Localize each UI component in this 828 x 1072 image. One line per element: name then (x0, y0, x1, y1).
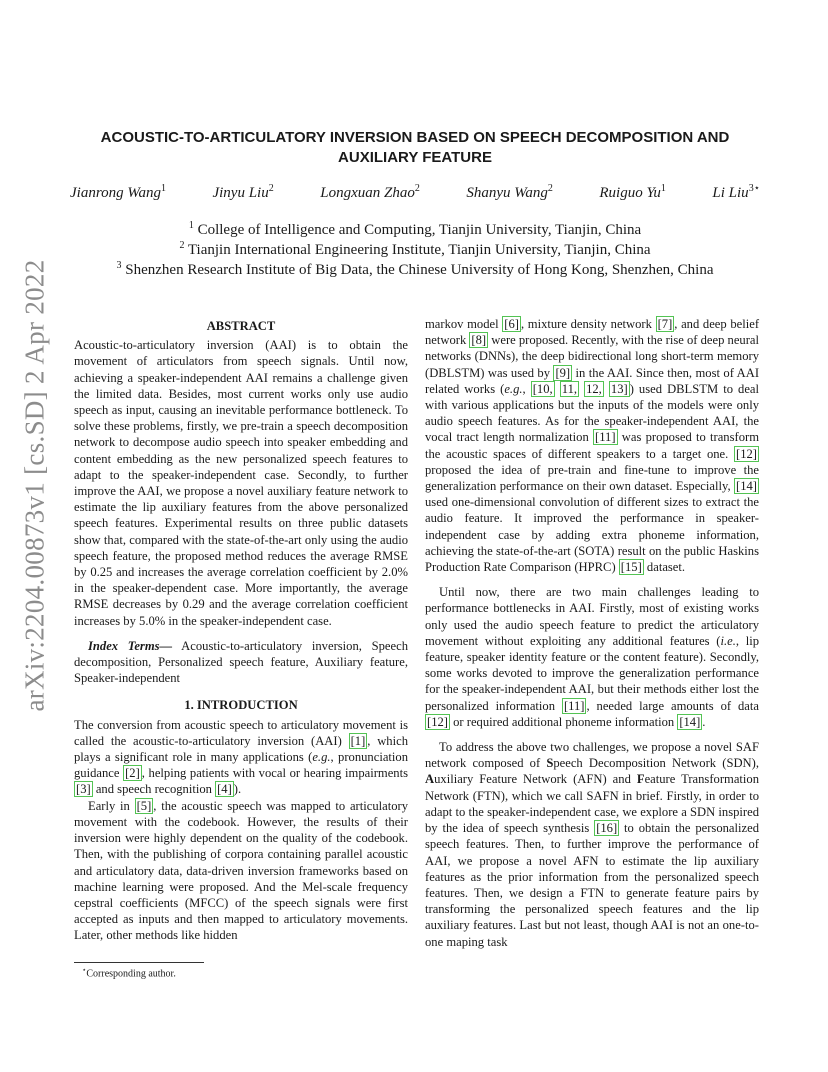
citation-link[interactable]: [5] (136, 798, 152, 813)
citation-link[interactable]: [10, (532, 381, 553, 396)
index-terms-label: Index Terms— (88, 638, 173, 653)
title-line-2: AUXILIARY FEATURE (338, 149, 492, 166)
citation-link[interactable]: [12] (736, 446, 757, 461)
left-column (74, 318, 408, 944)
citation-link[interactable]: [1] (350, 733, 366, 748)
affiliation: $^3$ Shenzhen Research Institute of Big Data, the Chinese University of Hong Kong, Shenzhen, China (116, 260, 714, 278)
citation-link[interactable]: [12] (427, 714, 448, 729)
footnote: ⋆Corresponding author. (82, 966, 176, 980)
citation-link[interactable]: [7] (657, 317, 673, 331)
abstract-heading: ABSTRACT (206, 319, 276, 333)
right-paragraph-3: To address the above two challenges, we propose a novel SAF network composed of Speech Decomposition Network (SDN), Auxiliary Feature Network (AFN) and Feature Transformation Network (FTN), which we call SAFN in brief. Firstly, in order to adapt to the speaker-independent case, we explore a SDN inspired by the idea of speech synthesis [16] to obtain the personalized speech features. Then, to further improve the performance of AAI, we propose a novel AFN to estimate the lip auxiliary features as the prior information from the personalized speech features. Then, we design a FTN to generate feature pairs by transforming the personalized speech features and the lip auxiliary features. Last but not least, though AAI is not an one-to-one maping task (425, 740, 759, 949)
citation-link[interactable]: [16] (596, 821, 618, 836)
right-column (425, 316, 759, 950)
affiliation: $^2$ Tianjin International Engineering Institute, Tianjin University, Tianjin, China (179, 240, 651, 258)
affiliation-list (60, 220, 770, 280)
paper-title (70, 128, 760, 168)
citation-link[interactable]: [3] (76, 782, 91, 797)
citation-link[interactable]: [8] (471, 333, 487, 348)
abstract-text: Acoustic-to-articulatory inversion (AAI) is to obtain the movement of articulators from speech signals. Until now, achieving a speaker-independent AAI remains a challenge given the limited data. Besides, most current works only use audio speech as input, causing an inevitable performance bottleneck. To solve these problems, firstly, we pre-train a speech decomposition network to decompose audio speech into speaker embedding and content embedding as the new personalized speech features to adapt to the speaker-independent case. Secondly, to further improve the AAI, we propose a novel auxiliary feature network to estimate the lip auxiliary features from the above personalized speech features. Experimental results on three public datasets show that, compared with the state-of-the-art only using the audio speech feature, the proposed method reduces the average RMSE by 0.25 and increases the average correlation coefficient by 2.0% in the speaker-dependent case. More importantly, the average RMSE decreases by 0.29 and the average correlation coefficient increases by 5.0% in the speaker-independent case. (74, 338, 408, 628)
author: Li Liu$^{3⋆}$ (712, 183, 760, 201)
affiliation: $^1$ College of Intelligence and Computing, Tianjin University, Tianjin, China (188, 220, 642, 238)
introduction-heading: 1. INTRODUCTION (184, 698, 298, 713)
citation-link[interactable]: [14] (679, 714, 701, 729)
citation-link[interactable]: [11] (563, 698, 585, 713)
intro-paragraph-2: Early in [5] , the acoustic speech was mapped to articulatory movement with the codebook. However, the results of their inversion were highly dependent on the quality of the codebook. Then, with the publishing of corpora containing parallel acoustic and articulatory data, data-driven inversion frameworks based on machine learning were proposed. And the Mel-scale frequency cepstral coefficients (MFCC) of the speech signals were first accepted as inputs and then mapped to articulatory movements. Later, other methods like hidden (74, 798, 409, 943)
right-paragraph-1: markov model [6] , mixture density network [7] , and deep belief network [8] were proposed. Recently, with the rise of deep neural networks (DNNs), the deep bidirectional long short-term memory (DBLSTM) was used by [9] in the AAI. Since then, most of AAI related works (e.g., [10, 11, 12, 13] ) used DBLSTM to deal with various applications but the inputs of the models were only audio speech features. As for the speaker-independent AAI, the vocal tract length normalization [11] was proposed to transform the acoustic spaces of different speakers to a target one. [12] proposed the idea of pre-train and fine-tune to improve the generalization performance on their own dataset. Especially, [14] used one-dimensional convolution of different sizes to extract the audio feature. It improved the performance in speaker-independent case by adding extra phoneme information, achieving the state-of-the-art (SOTA) result on the public Haskins Production Rate Comparison (HPRC) [15] dataset. (425, 317, 760, 575)
author: Longxuan Zhao$^2$ (320, 183, 420, 201)
intro-paragraph-1: The conversion from acoustic speech to articulatory movement is called the acoustic-to-articulatory inversion (AAI) [1] , which plays a significant role in many applications (e.g., pronunciation guidance [2] , helping patients with vocal or hearing impairments [3] and speech recognition [4] ). (74, 717, 408, 797)
citation-link[interactable]: [14] (736, 479, 757, 494)
citation-link[interactable]: 12, (586, 381, 602, 396)
right-paragraph-2: Until now, there are two main challenges leading to performance bottlenecks in AAI. Firstly, most of existing works only used the audio speech feature to predict the articulatory movement without exploiting any additional features (i.e., lip feature, speaker identity feature or the content feature). Secondly, some works devoted to improve the generalization performance for the speaker-independent AAI, but their methods either lost the personalized information [11] , needed large amounts of data [12] or required additional phoneme information [14] . (425, 585, 759, 729)
citation-link[interactable]: [9] (555, 365, 571, 380)
citation-link[interactable]: [15] (620, 560, 642, 575)
citation-link[interactable]: 11, (561, 381, 578, 396)
arxiv-identifier: arXiv:2204.00873v1 [cs.SD] 2 Apr 2022 (19, 258, 50, 712)
citation-link[interactable]: [4] (217, 782, 232, 797)
author: Ruiguo Yu$^1$ (599, 183, 666, 201)
author: Jianrong Wang$^1$ (70, 183, 166, 201)
citation-link[interactable]: [11] (595, 430, 616, 445)
citation-link[interactable]: 13] (610, 381, 628, 396)
citation-link[interactable]: [2] (125, 766, 140, 781)
author-list (70, 185, 760, 202)
index-terms: Index Terms— Acoustic-to-articulatory inversion, Speech decomposition, Personalized speech feature, Auxiliary feature, Speaker-independent (74, 638, 408, 686)
title-line-1: ACOUSTIC-TO-ARTICULATORY INVERSION BASED ON SPEECH DECOMPOSITION AND (100, 129, 730, 146)
author: Shanyu Wang$^2$ (466, 183, 553, 201)
footnote-divider (74, 962, 204, 963)
citation-link[interactable]: [6] (504, 317, 519, 331)
author: Jinyu Liu$^2$ (212, 183, 274, 201)
